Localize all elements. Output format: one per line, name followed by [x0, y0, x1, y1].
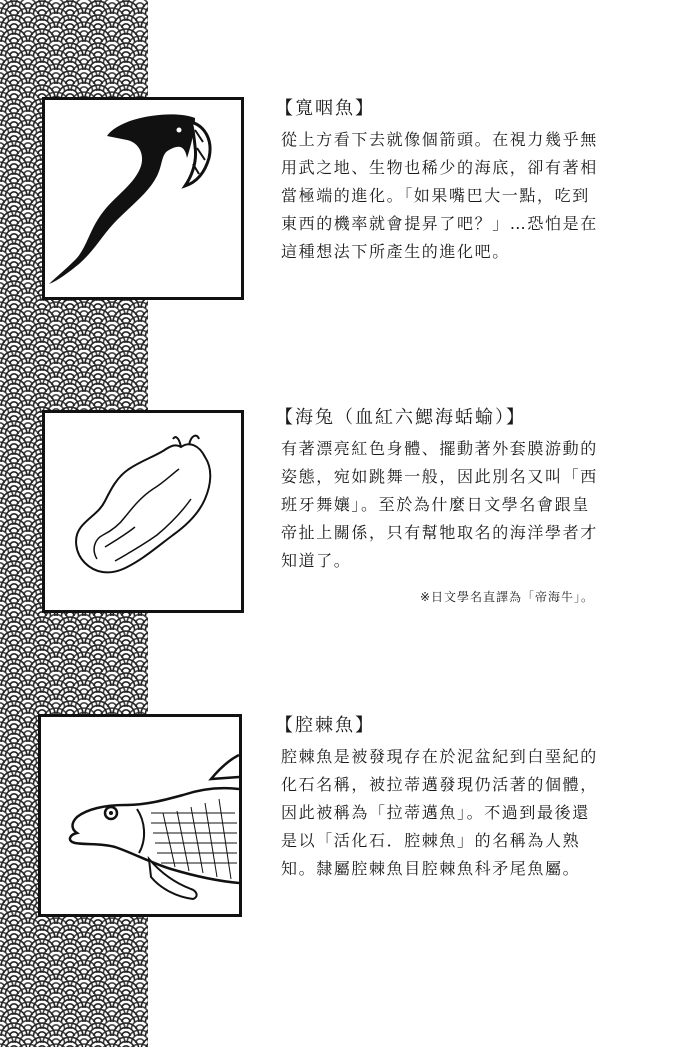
entry-line: 知道了。: [281, 551, 352, 570]
entry-line: 化石名稱，被拉蒂邁發現仍活著的個體，: [281, 775, 598, 794]
entry-line: 有著漂亮紅色身體、擺動著外套膜游動的: [281, 439, 598, 458]
entry-line: 當極端的進化。「如果嘴巴大一點，吃到: [281, 186, 590, 205]
gulper-eel-drawing: [45, 100, 241, 297]
coelacanth-illustration: [38, 714, 242, 917]
entry-line: 這種想法下所產生的進化吧。: [281, 242, 510, 261]
entry-line: 用武之地、生物也稀少的海底，卻有著相: [281, 158, 598, 177]
entry-title: 【海兔（血紅六鰓海蛞蝓）】: [275, 407, 526, 428]
entry-title: 【腔棘魚】: [275, 715, 375, 736]
coelacanth-drawing: [41, 717, 239, 914]
entry-line: 班牙舞孃」。至於為什麼日文學名會跟皇: [281, 495, 590, 514]
spanish-dancer-sea-slug-illustration: [42, 410, 244, 613]
entry-line: 從上方看下去就像個箭頭。在視力幾乎無: [281, 130, 598, 149]
gulper-eel-illustration: [42, 97, 244, 300]
entry-line: 東西的機率就會提昇了吧？」…恐怕是在: [281, 214, 598, 233]
entry-line: 腔棘魚是被發現存在於泥盆紀到白堊紀的: [281, 747, 598, 766]
entry-body: [281, 743, 651, 883]
entry-title: 【寬咽魚】: [275, 98, 375, 119]
entry-gulper-eel: [275, 96, 651, 266]
entry-line: 是以「活化石．腔棘魚」的名稱為人熟: [281, 831, 581, 850]
entry-sea-slug: [275, 405, 651, 575]
entry-line: 姿態，宛如跳舞一般，因此別名又叫「西: [281, 467, 598, 486]
entry-line: 因此被稱為「拉蒂邁魚」。不過到最後還: [281, 803, 590, 822]
entry-line: 知。隸屬腔棘魚目腔棘魚科矛尾魚屬。: [281, 859, 581, 878]
footnote: ※日文學名直譯為「帝海牛」。: [420, 590, 595, 604]
entry-line: 帝扯上關係，只有幫牠取名的海洋學者才: [281, 523, 598, 542]
sea-slug-drawing: [45, 413, 241, 610]
entry-body: [281, 435, 651, 575]
entry-coelacanth: [275, 713, 651, 883]
entry-body: [281, 126, 651, 266]
